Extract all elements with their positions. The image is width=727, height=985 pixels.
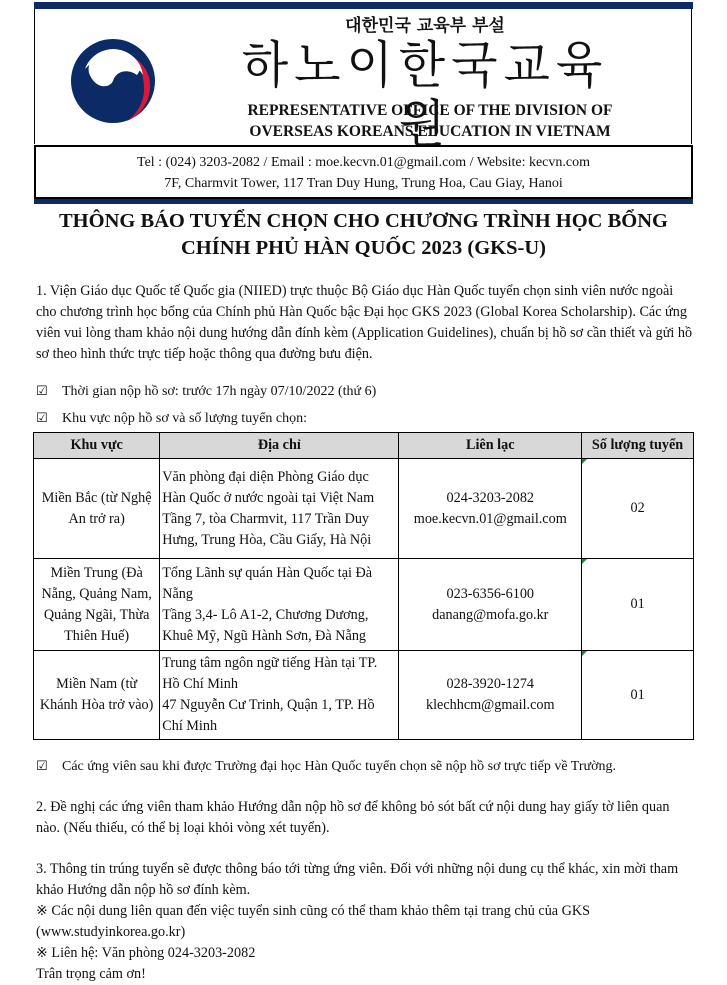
document-title-line2: CHÍNH PHỦ HÀN QUỐC 2023 (GKS-U)	[180, 237, 546, 259]
contact-cell	[399, 559, 582, 651]
section-3-paragraph: 3. Thông tin trúng tuyển sẽ được thông báo tới từng ứng viên. Đối với những nội dung cụ thể khác, xin mời tham khảo Hướng dẫn nộp hồ sơ đính kèm.	[36, 861, 679, 898]
address-line: Hồ Chí Minh	[162, 676, 238, 692]
regions-table	[33, 432, 694, 740]
section-2-paragraph: 2. Đề nghị các ứng viên tham khảo Hướng dẫn nộp hồ sơ để không bỏ sót bất cứ nội dung hay giấy tờ liên quan nào. (Nếu thiếu, có thể bị loại khỏi vòng xét tuyển).	[36, 799, 670, 836]
address-cell	[160, 559, 399, 651]
region-cell: Miền Trung (Đà Nẵng, Quảng Nam, Quảng Ngãi, Thừa Thiên Huế)	[34, 559, 160, 651]
checkbox-checked-icon: ☑	[36, 759, 48, 774]
regions-intro-text: Khu vực nộp hồ sơ và số lượng tuyển chọn:	[62, 411, 308, 426]
address-line: 47 Nguyễn Cư Trinh, Quận 1, TP. Hồ	[162, 697, 375, 713]
address-cell	[160, 459, 399, 559]
address-line: Nẵng	[162, 585, 193, 602]
institute-name-en-line1: REPRESENTATIVE OFFICE OF THE DIVISION OF	[247, 102, 613, 119]
email-address: klechhcm@gmail.com	[426, 697, 555, 713]
table-row	[34, 559, 694, 651]
cell-comment-marker-icon	[582, 559, 587, 564]
deadline-text: Thời gian nộp hồ sơ: trước 17h ngày 07/10/2022 (thứ 6)	[62, 384, 377, 399]
phone-number: 024-3203-2082	[446, 489, 535, 506]
section-1-paragraph: 1. Viện Giáo dục Quốc tế Quốc gia (NIIED) trực thuộc Bộ Giáo dục Hàn Quốc tuyển chọn sinh viên nước ngoài cho chương trình học bổng của Chính phủ Hàn Quốc bậc Đại học GKS 2023 (Global Korea Scholarship). Các ứng viên vui lòng tham khảo nội dung hướng dẫn đính kèm (Application Guidelines), chuẩn bị hồ sơ cần thiết và gửi hồ sơ theo hình thức trực tiếp hoặc thông qua đường bưu điện.	[36, 283, 693, 362]
document-title-line1: THÔNG BÁO TUYỂN CHỌN CHO CHƯƠNG TRÌNH HỌC BỔNG	[59, 210, 668, 232]
taegeuk-logo-icon	[65, 29, 165, 129]
address-cell	[160, 651, 399, 740]
address-line: Khuê Mỹ, Ngũ Hành Sơn, Đà Nẵng	[162, 627, 367, 644]
cell-comment-marker-icon	[582, 651, 587, 656]
checkbox-checked-icon: ☑	[36, 411, 48, 426]
header-address: Địa chỉ	[160, 433, 399, 459]
address-line: Tổng Lãnh sự quán Hàn Quốc tại Đà	[162, 564, 373, 581]
contact-line-1: Tel : (024) 3203-2082 / Email : moe.kecvn.01@gmail.com / Website: kecvn.com	[137, 155, 590, 170]
address-line: Tầng 7, tòa Charmvit, 117 Trần Duy	[162, 510, 370, 527]
document-title	[20, 208, 707, 262]
contact-cell	[399, 459, 582, 559]
gks-website-note: ※ Các nội dung liên quan đến việc tuyển sinh cũng có thể tham khảo thêm tại trang chủ của GKS (www.studyinkorea.go.kr)	[36, 903, 591, 940]
deadline-item	[36, 382, 376, 402]
count-cell	[582, 651, 694, 740]
contact-address: 7F, Charmvit Tower, 117 Tran Duy Hung, Trung Hoa, Cau Giay, Hanoi	[164, 176, 563, 191]
address-line: Chí Minh	[162, 718, 218, 734]
university-note-item	[36, 757, 616, 777]
header-contact: Liên lạc	[399, 433, 582, 459]
region-cell: Miền Nam (từ Khánh Hòa trở vào)	[34, 651, 160, 740]
contact-cell	[399, 651, 582, 740]
header-bottom-bar	[34, 199, 693, 204]
header-region: Khu vực	[34, 433, 160, 459]
ministry-label: 대한민국 교육부 부설	[345, 16, 505, 36]
count-cell	[582, 559, 694, 651]
section-3	[36, 859, 696, 985]
institute-name-en	[230, 100, 630, 142]
phone-number: 028-3920-1274	[446, 676, 535, 692]
institute-name-en-line2: OVERSEAS KOREANS EDUCATION IN VIETNAM	[249, 123, 611, 140]
table-row	[34, 651, 694, 740]
university-note-text: Các ứng viên sau khi được Trường đại học Hàn Quốc tuyển chọn sẽ nộp hồ sơ trực tiếp về Trường.	[62, 759, 616, 774]
table-row	[34, 459, 694, 559]
address-line: Văn phòng đại diện Phòng Giáo dục	[162, 468, 369, 485]
address-line: Hàn Quốc ở nước ngoài tại Việt Nam	[162, 489, 375, 506]
address-line: Tầng 3,4- Lô A1-2, Chương Dương,	[162, 606, 369, 623]
closing-text: Trân trọng cảm ơn!	[36, 966, 146, 982]
institute-name-kr: 하노이한국교육원	[241, 36, 609, 154]
header-count: Số lượng tuyển	[582, 433, 694, 459]
count-value: 01	[630, 686, 645, 703]
email-address: moe.kecvn.01@gmail.com	[413, 510, 567, 527]
address-line: Trung tâm ngôn ngữ tiếng Hàn tại TP.	[162, 655, 378, 671]
contact-box	[34, 145, 693, 199]
header-top-bar	[34, 2, 693, 9]
email-address: danang@mofa.go.kr	[432, 606, 549, 623]
letterhead	[34, 9, 692, 154]
cell-comment-marker-icon	[582, 459, 587, 464]
checkbox-checked-icon: ☑	[36, 384, 48, 399]
table-header-row	[34, 433, 694, 459]
count-value: 02	[630, 500, 645, 516]
region-cell: Miền Bắc (từ Nghệ An trở ra)	[34, 459, 160, 559]
count-value: 01	[630, 596, 645, 612]
phone-number: 023-6356-6100	[446, 585, 535, 602]
address-line: Hưng, Trung Hòa, Cầu Giấy, Hà Nội	[162, 531, 372, 548]
regions-intro-item	[36, 409, 307, 429]
count-cell	[582, 459, 694, 559]
contact-note: ※ Liên hệ: Văn phòng 024-3203-2082	[36, 945, 256, 961]
